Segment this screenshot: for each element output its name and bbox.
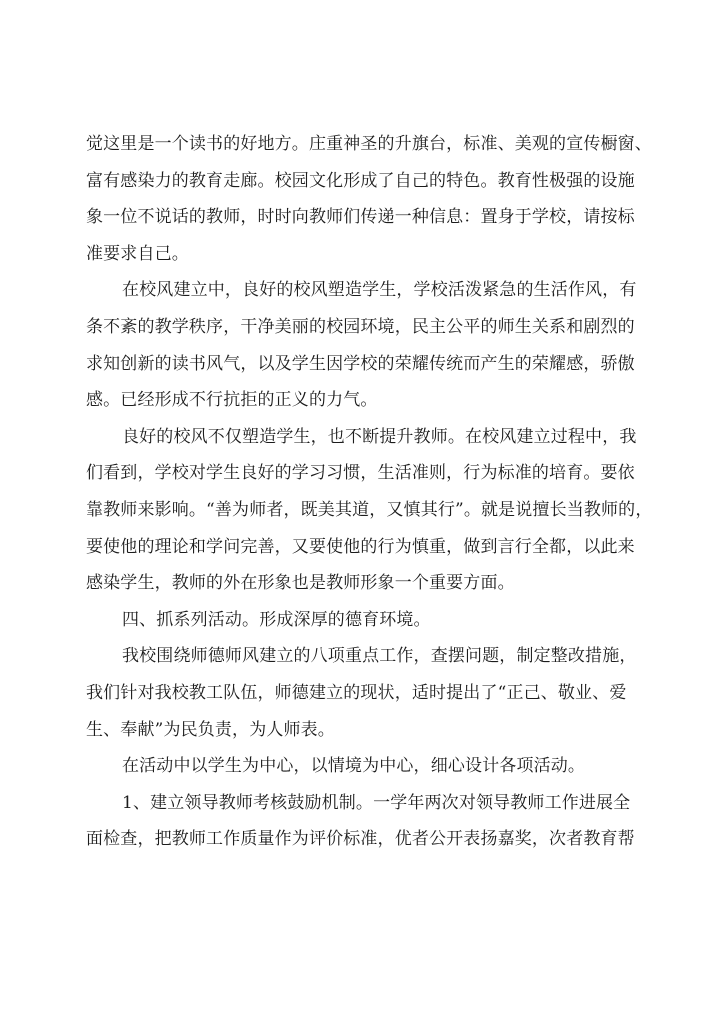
text-line: 求知创新的读书风气，以及学生因学校的荣耀传统而产生的荣耀感，骄傲 [86,353,635,374]
paragraph-7 [86,785,634,858]
text-line: 条不紊的教学秩序，干净美丽的校园环境，民主公平的师生关系和剧烈的 [86,316,635,337]
text-line: 我校围绕师德师风建立的八项重点工作，查摆问题，制定整改措施， [122,646,637,667]
text-line: 们看到，学校对学生良好的学习习惯，生活准则，行为标准的培育。要依 [86,463,635,484]
text-line: 感。已经形成不行抗拒的正义的力气。 [86,390,378,411]
text-line: 生、奉献”为民负责，为人师表。 [86,719,335,740]
text-line: 象一位不说话的教师，时时向教师们传递一种信息：置身于学校，请按标 [86,207,635,228]
text-line: 我们针对我校教工队伍，师德建立的现状，适时提出了“正己、敬业、爱 [86,682,627,703]
paragraph-2 [86,272,637,418]
text-line: 感染学生，教师的外在形象也是教师形象一个重要方面。 [86,573,515,594]
text-line: 觉这里是一个读书的好地方。庄重神圣的升旗台，标准、美观的宣传橱窗、 [86,134,652,154]
paragraph-3 [86,419,653,602]
text-line: 要使他的理论和学问完善，又要使他的行为慎重，做到言行全都，以此来 [86,536,635,557]
paragraph-5 [86,638,637,748]
section-heading [86,602,634,639]
text-line: 在校风建立中，良好的校风塑造学生，学校活泼紧急的生活作风，有 [122,280,637,301]
text-line: 靠教师来影响。“善为师者，既美其道，又慎其行”。就是说擅长当教师的， [86,499,653,520]
heading-line: 四、抓系列活动。形成深厚的德育环境。 [122,609,431,630]
document-body [86,126,653,858]
text-line: 良好的校风不仅塑造学生，也不断提升教师。在校风建立过程中，我 [122,426,637,447]
text-line: 面检查，把教师工作质量作为评价标准，优者公开表扬嘉奖，次者教育帮 [86,829,635,850]
text-line: 1、建立领导教师考核鼓励机制。一学年两次对领导教师工作进展全 [122,792,631,813]
text-line: 在活动中以学生为中心，以情境为中心，细心设计各项活动。 [122,756,586,777]
paragraph-1 [86,126,652,272]
paragraph-6 [86,748,634,785]
text-line: 准要求自己。 [86,243,189,264]
text-line: 富有感染力的教育走廊。校园文化形成了自己的特色。教育性极强的设施 [86,170,635,191]
